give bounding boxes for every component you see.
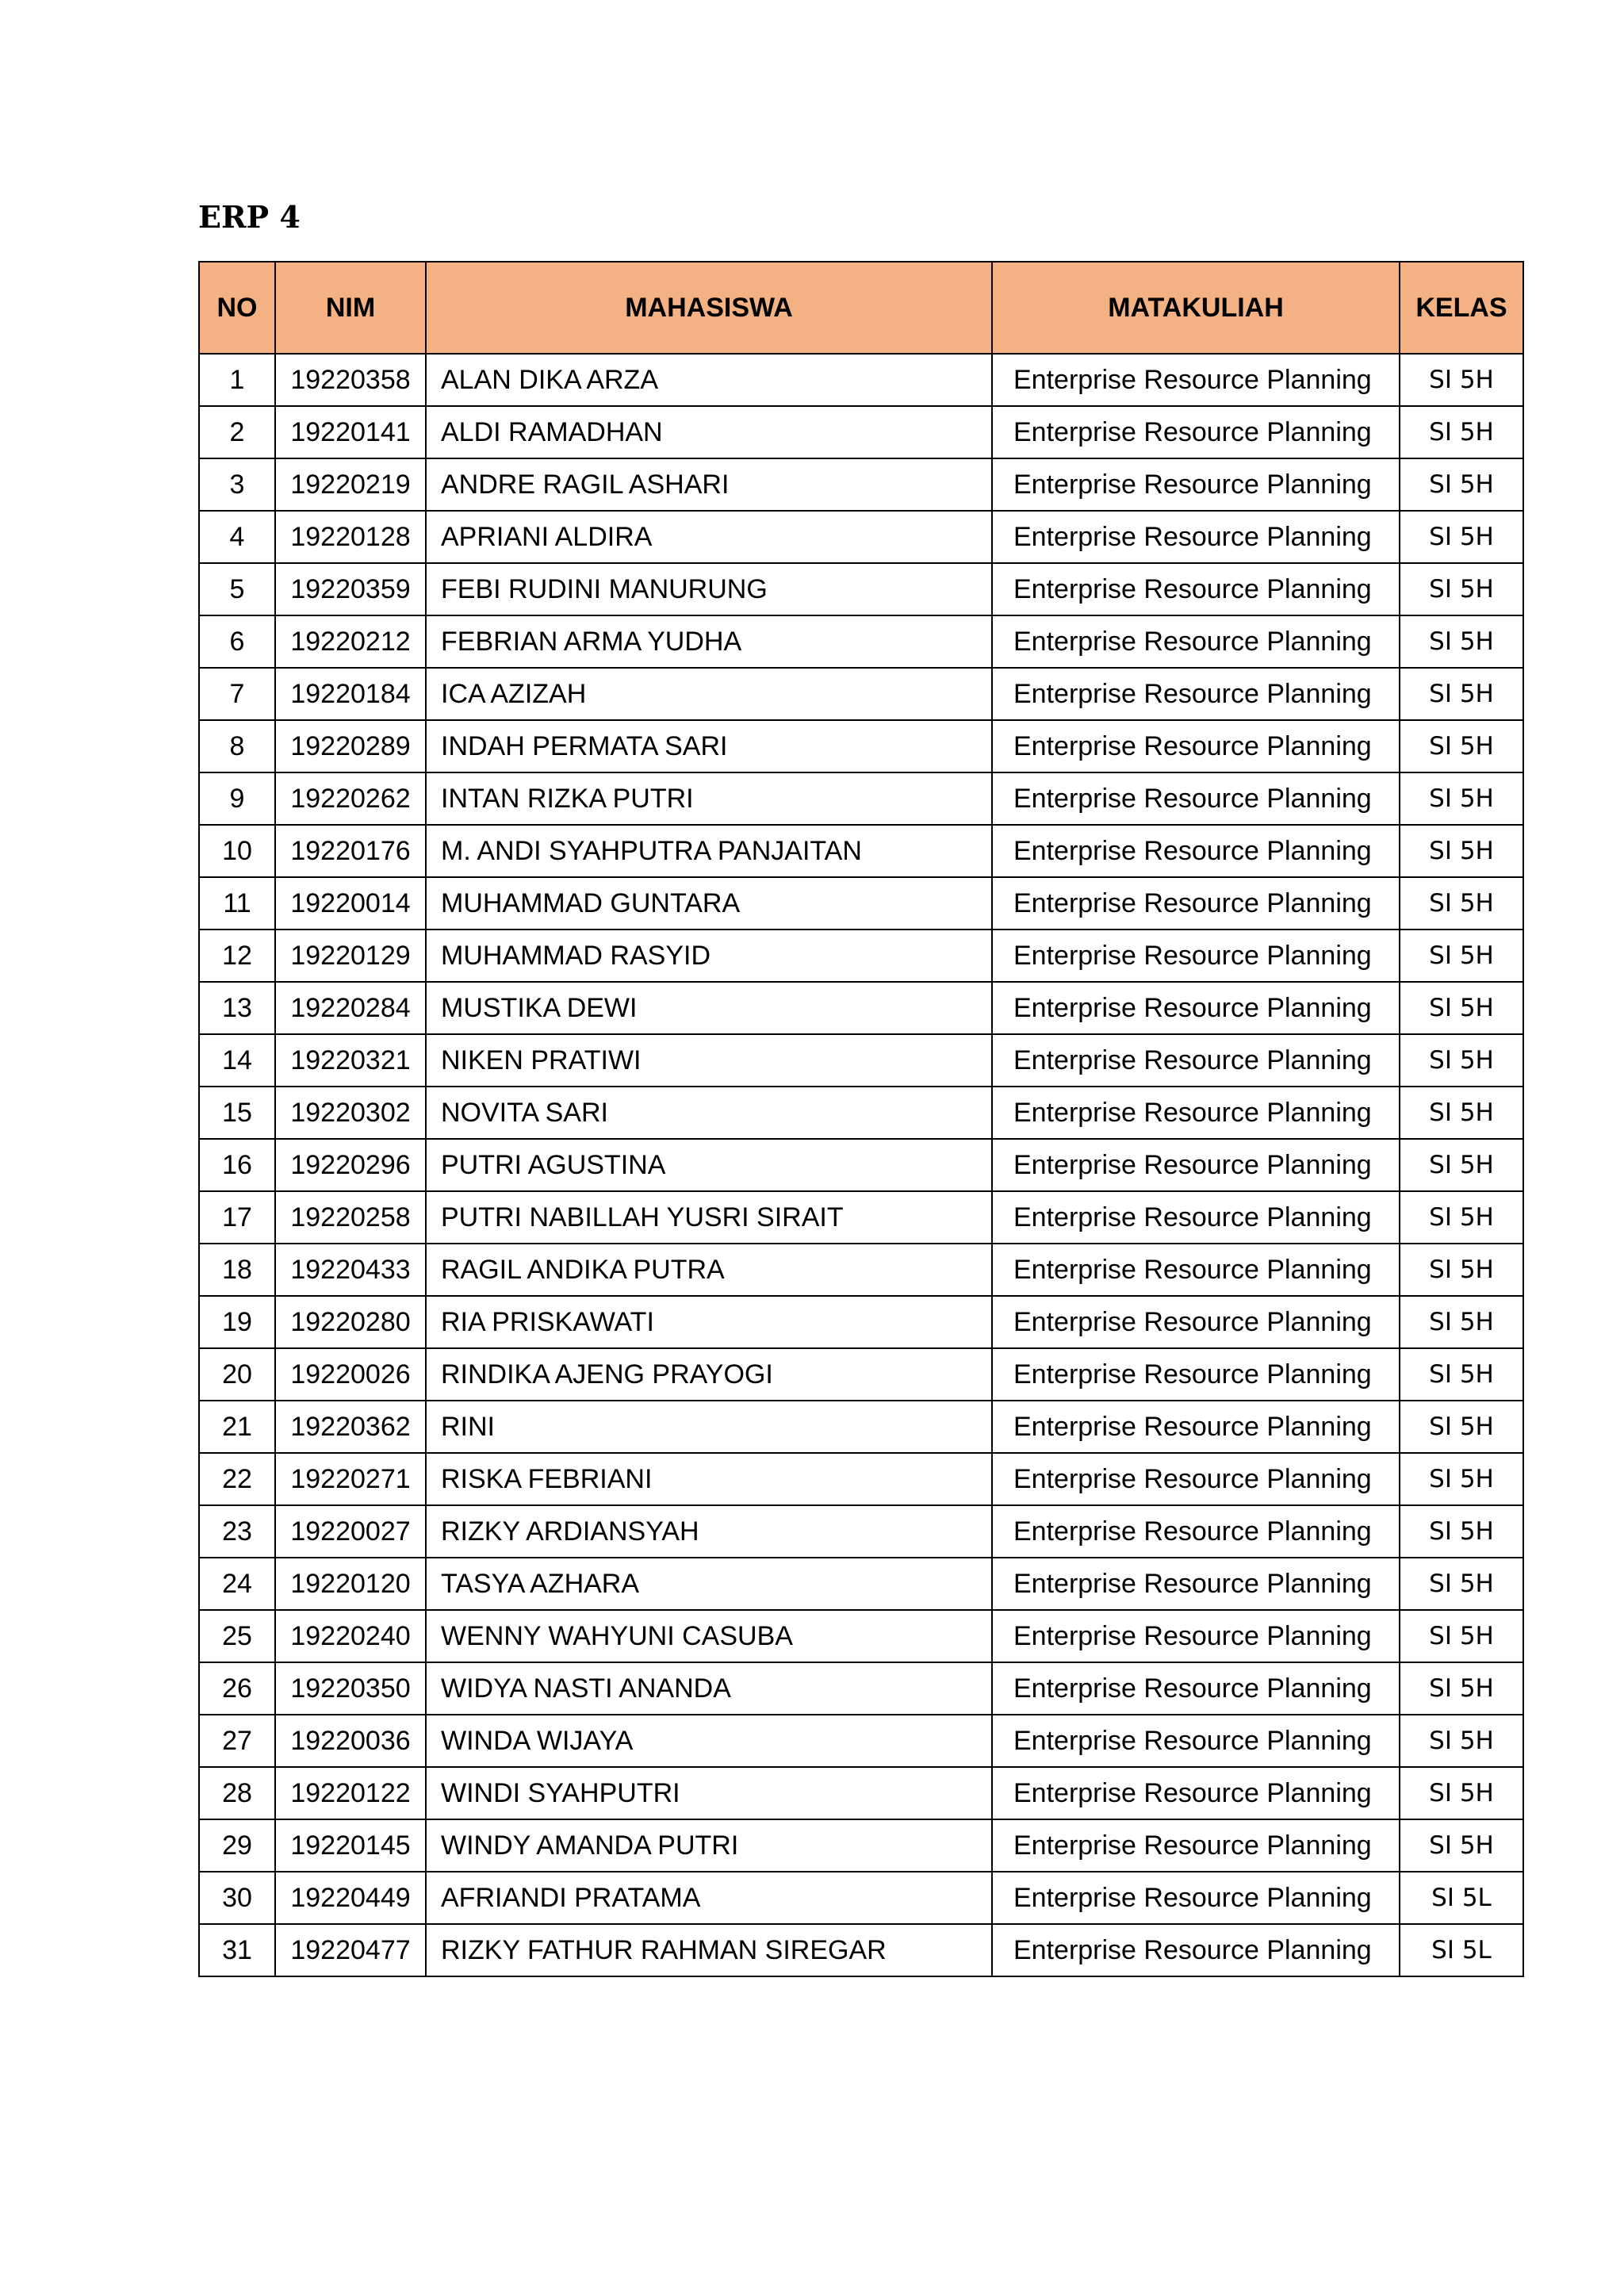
cell-no: 12 <box>199 930 275 982</box>
cell-matakuliah: Enterprise Resource Planning <box>992 458 1400 511</box>
student-roster-table <box>198 261 1524 1977</box>
cell-matakuliah: Enterprise Resource Planning <box>992 877 1400 930</box>
cell-matakuliah: Enterprise Resource Planning <box>992 563 1400 615</box>
cell-mahasiswa: TASYA AZHARA <box>426 1558 992 1610</box>
cell-no: 15 <box>199 1087 275 1139</box>
cell-kelas: SI 5H <box>1400 1087 1523 1139</box>
header-kelas: KELAS <box>1400 262 1523 354</box>
cell-matakuliah: Enterprise Resource Planning <box>992 1505 1400 1558</box>
cell-nim: 19220122 <box>275 1767 426 1819</box>
cell-nim: 19220128 <box>275 511 426 563</box>
cell-kelas: SI 5H <box>1400 877 1523 930</box>
cell-kelas: SI 5H <box>1400 1767 1523 1819</box>
cell-nim: 19220321 <box>275 1034 426 1087</box>
cell-matakuliah: Enterprise Resource Planning <box>992 772 1400 825</box>
cell-kelas: SI 5H <box>1400 1244 1523 1296</box>
cell-no: 17 <box>199 1191 275 1244</box>
cell-kelas: SI 5H <box>1400 1505 1523 1558</box>
table-row <box>199 668 1523 720</box>
cell-no: 6 <box>199 615 275 668</box>
cell-mahasiswa: WENNY WAHYUNI CASUBA <box>426 1610 992 1662</box>
cell-matakuliah: Enterprise Resource Planning <box>992 511 1400 563</box>
cell-mahasiswa: APRIANI ALDIRA <box>426 511 992 563</box>
cell-kelas: SI 5H <box>1400 511 1523 563</box>
cell-matakuliah: Enterprise Resource Planning <box>992 1087 1400 1139</box>
cell-nim: 19220449 <box>275 1872 426 1924</box>
cell-mahasiswa: MUHAMMAD RASYID <box>426 930 992 982</box>
header-matakuliah: MATAKULIAH <box>992 262 1400 354</box>
cell-kelas: SI 5L <box>1400 1924 1523 1976</box>
cell-no: 10 <box>199 825 275 877</box>
cell-kelas: SI 5H <box>1400 458 1523 511</box>
table-header-row <box>199 262 1523 354</box>
cell-no: 4 <box>199 511 275 563</box>
cell-kelas: SI 5H <box>1400 720 1523 772</box>
cell-mahasiswa: INDAH PERMATA SARI <box>426 720 992 772</box>
cell-kelas: SI 5H <box>1400 772 1523 825</box>
cell-mahasiswa: MUHAMMAD GUNTARA <box>426 877 992 930</box>
cell-mahasiswa: WINDI SYAHPUTRI <box>426 1767 992 1819</box>
cell-matakuliah: Enterprise Resource Planning <box>992 615 1400 668</box>
cell-no: 7 <box>199 668 275 720</box>
cell-nim: 19220129 <box>275 930 426 982</box>
table-row <box>199 1872 1523 1924</box>
cell-matakuliah: Enterprise Resource Planning <box>992 1139 1400 1191</box>
table-row <box>199 563 1523 615</box>
cell-mahasiswa: WINDY AMANDA PUTRI <box>426 1819 992 1872</box>
cell-no: 3 <box>199 458 275 511</box>
cell-kelas: SI 5H <box>1400 563 1523 615</box>
cell-mahasiswa: RISKA FEBRIANI <box>426 1453 992 1505</box>
cell-no: 20 <box>199 1348 275 1401</box>
table-row <box>199 1296 1523 1348</box>
cell-kelas: SI 5H <box>1400 930 1523 982</box>
cell-no: 21 <box>199 1401 275 1453</box>
cell-no: 14 <box>199 1034 275 1087</box>
table-row <box>199 1244 1523 1296</box>
header-mahasiswa: MAHASISWA <box>426 262 992 354</box>
cell-kelas: SI 5H <box>1400 668 1523 720</box>
cell-no: 26 <box>199 1662 275 1715</box>
cell-no: 31 <box>199 1924 275 1976</box>
cell-mahasiswa: RIZKY ARDIANSYAH <box>426 1505 992 1558</box>
cell-no: 24 <box>199 1558 275 1610</box>
cell-nim: 19220358 <box>275 354 426 406</box>
cell-nim: 19220477 <box>275 1924 426 1976</box>
cell-kelas: SI 5H <box>1400 354 1523 406</box>
cell-no: 25 <box>199 1610 275 1662</box>
table-row <box>199 1401 1523 1453</box>
table-row <box>199 1558 1523 1610</box>
cell-kelas: SI 5H <box>1400 1558 1523 1610</box>
cell-no: 30 <box>199 1872 275 1924</box>
cell-no: 18 <box>199 1244 275 1296</box>
header-no: NO <box>199 262 275 354</box>
cell-nim: 19220350 <box>275 1662 426 1715</box>
cell-nim: 19220027 <box>275 1505 426 1558</box>
cell-nim: 19220262 <box>275 772 426 825</box>
cell-matakuliah: Enterprise Resource Planning <box>992 1191 1400 1244</box>
table-row <box>199 1610 1523 1662</box>
cell-matakuliah: Enterprise Resource Planning <box>992 825 1400 877</box>
cell-matakuliah: Enterprise Resource Planning <box>992 1924 1400 1976</box>
cell-mahasiswa: WINDA WIJAYA <box>426 1715 992 1767</box>
cell-no: 19 <box>199 1296 275 1348</box>
table-body <box>199 354 1523 1976</box>
cell-matakuliah: Enterprise Resource Planning <box>992 1819 1400 1872</box>
table-row <box>199 1034 1523 1087</box>
cell-kelas: SI 5H <box>1400 1296 1523 1348</box>
cell-no: 27 <box>199 1715 275 1767</box>
cell-mahasiswa: INTAN RIZKA PUTRI <box>426 772 992 825</box>
cell-no: 22 <box>199 1453 275 1505</box>
cell-matakuliah: Enterprise Resource Planning <box>992 1034 1400 1087</box>
table-row <box>199 825 1523 877</box>
cell-nim: 19220359 <box>275 563 426 615</box>
cell-nim: 19220289 <box>275 720 426 772</box>
cell-mahasiswa: PUTRI NABILLAH YUSRI SIRAIT <box>426 1191 992 1244</box>
cell-kelas: SI 5H <box>1400 1819 1523 1872</box>
cell-nim: 19220362 <box>275 1401 426 1453</box>
document-title: ERP 4 <box>198 199 301 235</box>
cell-kelas: SI 5H <box>1400 1191 1523 1244</box>
cell-no: 2 <box>199 406 275 458</box>
cell-nim: 19220176 <box>275 825 426 877</box>
cell-nim: 19220014 <box>275 877 426 930</box>
cell-no: 23 <box>199 1505 275 1558</box>
cell-kelas: SI 5H <box>1400 825 1523 877</box>
cell-no: 29 <box>199 1819 275 1872</box>
cell-nim: 19220302 <box>275 1087 426 1139</box>
table-row <box>199 406 1523 458</box>
cell-matakuliah: Enterprise Resource Planning <box>992 982 1400 1034</box>
table-row <box>199 1505 1523 1558</box>
cell-mahasiswa: RIA PRISKAWATI <box>426 1296 992 1348</box>
cell-kelas: SI 5H <box>1400 1034 1523 1087</box>
table-row <box>199 1662 1523 1715</box>
cell-mahasiswa: RINI <box>426 1401 992 1453</box>
cell-kelas: SI 5H <box>1400 406 1523 458</box>
cell-no: 8 <box>199 720 275 772</box>
cell-mahasiswa: NOVITA SARI <box>426 1087 992 1139</box>
cell-mahasiswa: WIDYA NASTI ANANDA <box>426 1662 992 1715</box>
cell-nim: 19220145 <box>275 1819 426 1872</box>
cell-nim: 19220280 <box>275 1296 426 1348</box>
cell-matakuliah: Enterprise Resource Planning <box>992 1767 1400 1819</box>
table-row <box>199 511 1523 563</box>
cell-nim: 19220240 <box>275 1610 426 1662</box>
table-row <box>199 1819 1523 1872</box>
table-row <box>199 1139 1523 1191</box>
cell-matakuliah: Enterprise Resource Planning <box>992 1872 1400 1924</box>
cell-matakuliah: Enterprise Resource Planning <box>992 930 1400 982</box>
cell-matakuliah: Enterprise Resource Planning <box>992 406 1400 458</box>
cell-mahasiswa: M. ANDI SYAHPUTRA PANJAITAN <box>426 825 992 877</box>
cell-kelas: SI 5H <box>1400 1610 1523 1662</box>
cell-nim: 19220120 <box>275 1558 426 1610</box>
table-row <box>199 720 1523 772</box>
cell-mahasiswa: NIKEN PRATIWI <box>426 1034 992 1087</box>
cell-nim: 19220184 <box>275 668 426 720</box>
cell-kelas: SI 5H <box>1400 1401 1523 1453</box>
cell-mahasiswa: RAGIL ANDIKA PUTRA <box>426 1244 992 1296</box>
cell-matakuliah: Enterprise Resource Planning <box>992 1662 1400 1715</box>
cell-mahasiswa: FEBI RUDINI MANURUNG <box>426 563 992 615</box>
cell-nim: 19220296 <box>275 1139 426 1191</box>
cell-mahasiswa: ALDI RAMADHAN <box>426 406 992 458</box>
cell-matakuliah: Enterprise Resource Planning <box>992 1296 1400 1348</box>
cell-no: 1 <box>199 354 275 406</box>
cell-matakuliah: Enterprise Resource Planning <box>992 1610 1400 1662</box>
cell-matakuliah: Enterprise Resource Planning <box>992 354 1400 406</box>
cell-nim: 19220219 <box>275 458 426 511</box>
cell-kelas: SI 5H <box>1400 1348 1523 1401</box>
cell-no: 28 <box>199 1767 275 1819</box>
table-row <box>199 1087 1523 1139</box>
cell-matakuliah: Enterprise Resource Planning <box>992 1401 1400 1453</box>
cell-mahasiswa: ALAN DIKA ARZA <box>426 354 992 406</box>
cell-no: 16 <box>199 1139 275 1191</box>
cell-mahasiswa: RIZKY FATHUR RAHMAN SIREGAR <box>426 1924 992 1976</box>
table-row <box>199 354 1523 406</box>
table-row <box>199 458 1523 511</box>
cell-mahasiswa: PUTRI AGUSTINA <box>426 1139 992 1191</box>
cell-no: 11 <box>199 877 275 930</box>
cell-no: 5 <box>199 563 275 615</box>
cell-mahasiswa: AFRIANDI PRATAMA <box>426 1872 992 1924</box>
cell-mahasiswa: FEBRIAN ARMA YUDHA <box>426 615 992 668</box>
cell-mahasiswa: RINDIKA AJENG PRAYOGI <box>426 1348 992 1401</box>
cell-no: 13 <box>199 982 275 1034</box>
cell-kelas: SI 5H <box>1400 1662 1523 1715</box>
table-row <box>199 1348 1523 1401</box>
table-row <box>199 772 1523 825</box>
cell-kelas: SI 5H <box>1400 1453 1523 1505</box>
cell-matakuliah: Enterprise Resource Planning <box>992 1244 1400 1296</box>
table-row <box>199 982 1523 1034</box>
table-row <box>199 1453 1523 1505</box>
cell-nim: 19220284 <box>275 982 426 1034</box>
cell-mahasiswa: MUSTIKA DEWI <box>426 982 992 1034</box>
cell-matakuliah: Enterprise Resource Planning <box>992 1558 1400 1610</box>
table-row <box>199 1767 1523 1819</box>
cell-nim: 19220026 <box>275 1348 426 1401</box>
cell-matakuliah: Enterprise Resource Planning <box>992 1453 1400 1505</box>
cell-nim: 19220212 <box>275 615 426 668</box>
cell-matakuliah: Enterprise Resource Planning <box>992 1715 1400 1767</box>
cell-nim: 19220271 <box>275 1453 426 1505</box>
table-row <box>199 1715 1523 1767</box>
cell-kelas: SI 5H <box>1400 1715 1523 1767</box>
cell-kelas: SI 5H <box>1400 615 1523 668</box>
cell-matakuliah: Enterprise Resource Planning <box>992 720 1400 772</box>
cell-nim: 19220433 <box>275 1244 426 1296</box>
cell-nim: 19220036 <box>275 1715 426 1767</box>
table-row <box>199 930 1523 982</box>
table-row <box>199 615 1523 668</box>
cell-matakuliah: Enterprise Resource Planning <box>992 1348 1400 1401</box>
cell-matakuliah: Enterprise Resource Planning <box>992 668 1400 720</box>
cell-kelas: SI 5H <box>1400 1139 1523 1191</box>
table-row <box>199 1924 1523 1976</box>
cell-nim: 19220141 <box>275 406 426 458</box>
cell-nim: 19220258 <box>275 1191 426 1244</box>
table-row <box>199 877 1523 930</box>
cell-mahasiswa: ANDRE RAGIL ASHARI <box>426 458 992 511</box>
table-row <box>199 1191 1523 1244</box>
header-nim: NIM <box>275 262 426 354</box>
cell-kelas: SI 5L <box>1400 1872 1523 1924</box>
cell-kelas: SI 5H <box>1400 982 1523 1034</box>
cell-no: 9 <box>199 772 275 825</box>
cell-mahasiswa: ICA AZIZAH <box>426 668 992 720</box>
